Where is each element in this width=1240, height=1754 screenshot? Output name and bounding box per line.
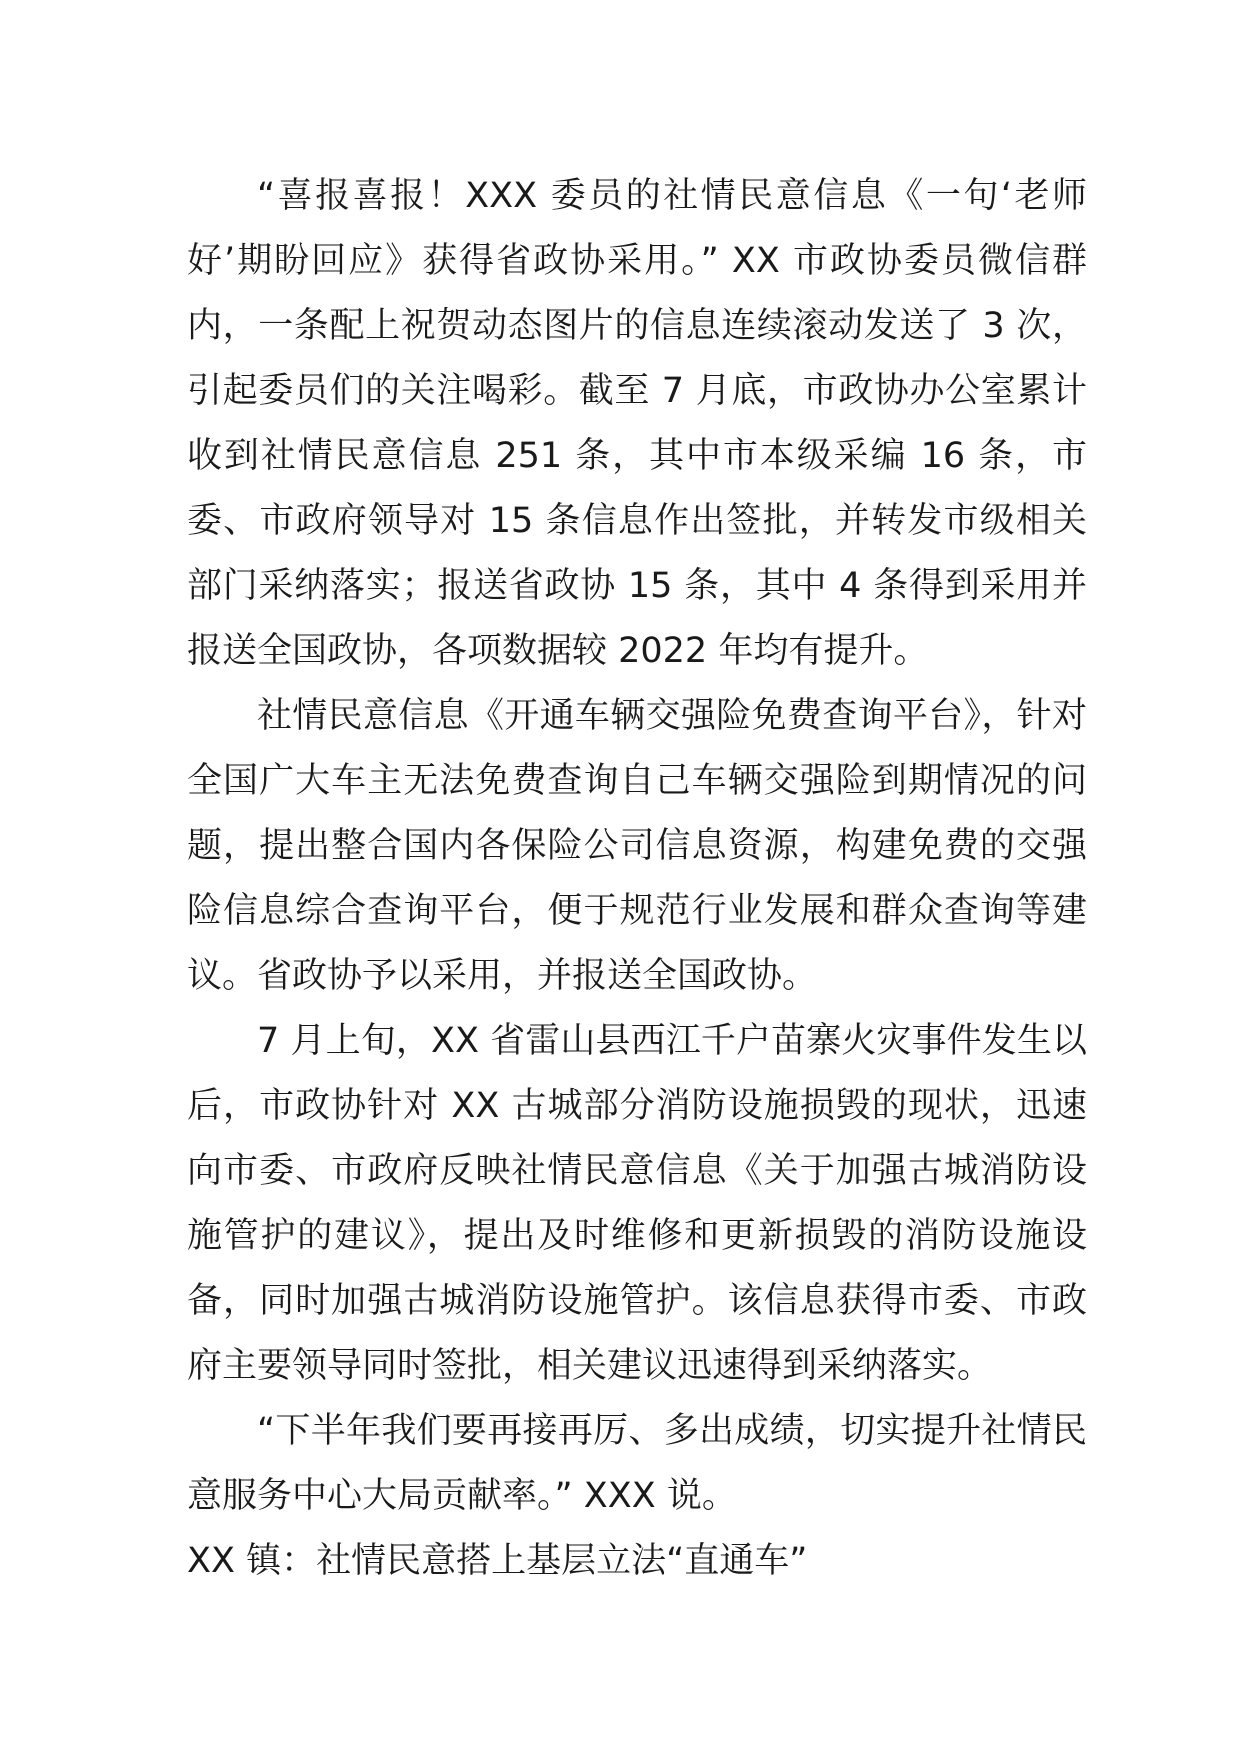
paragraph-3: 7 月上旬，XX 省雷山县西江千户苗寨火灾事件发生以后，市政协针对 XX 古城部分消防设施损毁的现状，迅速向市委、市政府反映社情民意信息《关于加强古城消防设施管护的建议》，提出及时维修和更新损毁的消防设施设备，同时加强古城消防设施管护。该信息获得市委、市政府主要领导同时签批，相关建议迅速得到采纳落实。 <box>187 1021 1087 1386</box>
document-body <box>187 164 1087 1594</box>
paragraph-1: “喜报喜报！XXX 委员的社情民意信息《一句‘老师好’期盼回应》获得省政协采用。” XX 市政协委员微信群内，一条配上祝贺动态图片的信息连续滚动发送了 3 次，引起委员们的关注喝彩。截至 7 月底，市政协办公室累计收到社情民意信息 251 条，其中市本级采编 16 条，市委、市政府领导对 15 条信息作出签批，并转发市级相关部门采纳落实；报送省政协 15 条，其中 4 条得到采用并报送全国政协，各项数据较 2022 年均有提升。 <box>187 176 1087 671</box>
section-heading: XX 镇：社情民意搭上基层立法“直通车” <box>187 1541 808 1581</box>
paragraph-4: “下半年我们要再接再厉、多出成绩，切实提升社情民意服务中心大局贡献率。” XXX 说。 <box>187 1411 1087 1516</box>
paragraph-2: 社情民意信息《开通车辆交强险免费查询平台》，针对全国广大车主无法免费查询自己车辆交强险到期情况的问题，提出整合国内各保险公司信息资源，构建免费的交强险信息综合查询平台，便于规范行业发展和群众查询等建议。省政协予以采用，并报送全国政协。 <box>187 696 1087 996</box>
